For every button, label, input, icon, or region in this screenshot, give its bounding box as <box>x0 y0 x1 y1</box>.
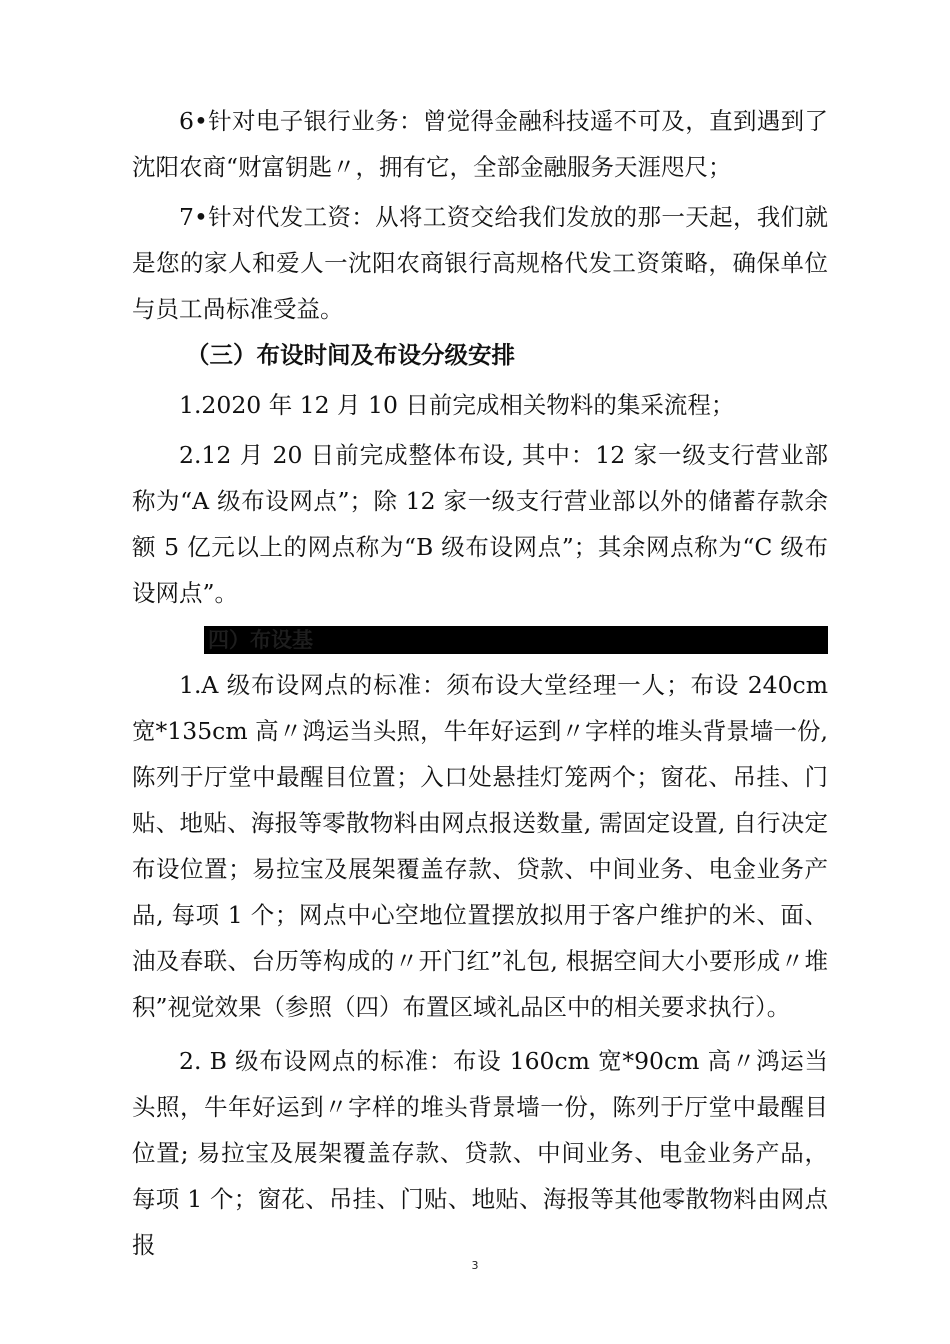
paragraph-payroll: 7•针对代发工资：从将工资交给我们发放的那一天起，我们就是您的家人和爱人一沈阳农商银行高规格代发工资策略，确保单位与员工咼标准受益。 <box>132 203 828 323</box>
redacted-heading-text: 四）布设基 <box>208 627 313 652</box>
redacted-heading-bar <box>204 626 828 654</box>
paragraph-electronic-banking: 6•针对电子银行业务：曾觉得金融科技遥不可及，直到遇到了沈阳农商“财富钥匙〃，拥有它，全部金融服务天涯咫尺； <box>132 107 828 181</box>
section-heading-schedule: （三）布设时间及布设分级安排 <box>186 341 515 369</box>
paragraph-deployment-levels: 2.12 月 20 日前完成整体布设, 其中：12 家一级支行营业部称为“A 级布设网点”；除 12 家一级支行营业部以外的储蓄存款余额 5 亿元以上的网点称为“B 级布设网点”；其余网点称为“C 级布设网点”。 <box>132 441 828 607</box>
paragraph-level-b-standard: 2. B 级布设网点的标准：布设 160cm 宽*90cm 高〃鸿运当头照，牛年好运到〃字样的堆头背景墙一份，陈列于厅堂中最醒目位置; 易拉宝及展架覆盖存款、贷款、中间业务、电金业务产品，每项 1 个；窗花、吊挂、门贴、地贴、海报等其他零散物料由网点报 <box>132 1047 828 1259</box>
document-body <box>132 98 828 1268</box>
page-number: 3 <box>471 1259 479 1272</box>
paragraph-level-a-standard: 1.A 级布设网点的标准：须布设大堂经理一人；布设 240cm 宽*135cm 高〃鸿运当头照，牛年好运到〃字样的堆头背景墙一份, 陈列于厅堂中最醒目位置；入口处悬挂灯笼两个；窗花、吊挂、门贴、地贴、海报等零散物料由网点报送数量, 需固定设置, 自行决定布设位置；易拉宝及展架覆盖存款、贷款、中间业务、电金业务产品, 每项 1 个；网点中心空地位置摆放拟用于客户维护的米、面、油及春联、台历等构成的〃开门红”礼包, 根据空间大小要形成〃堆积”视觉效果（参照（四）布置区域礼品区中的相关要求执行）。 <box>132 671 828 1021</box>
paragraph-procurement-deadline: 1.2020 年 12 月 10 日前完成相关物料的集采流程； <box>179 391 735 419</box>
